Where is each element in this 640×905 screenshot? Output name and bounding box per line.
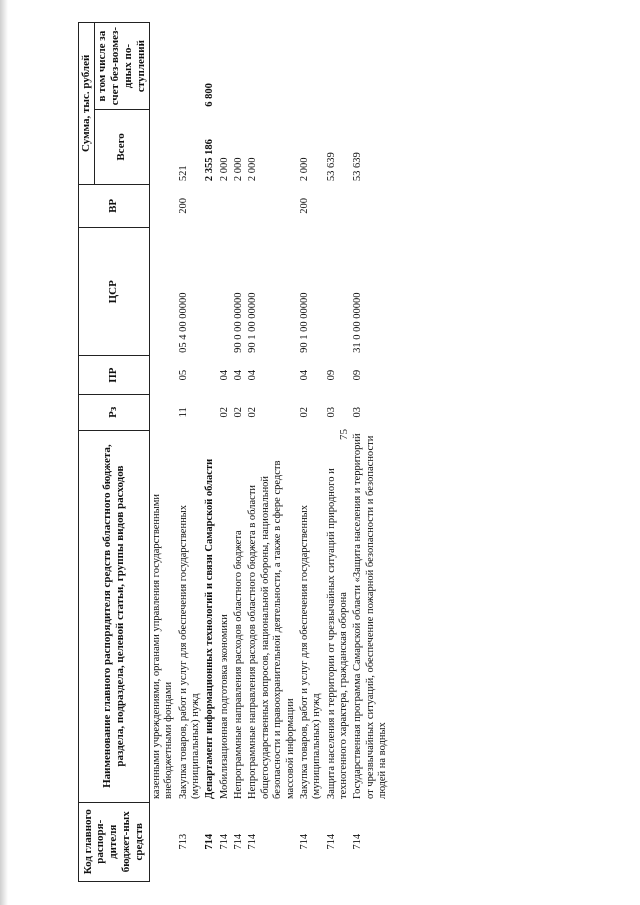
row-total: 53 639: [352, 152, 364, 182]
row-vr: [203, 184, 217, 228]
header-sum: Сумма, тыс. рублей: [79, 23, 95, 185]
row-total: 521: [177, 165, 189, 182]
row-rz: 03: [352, 407, 364, 418]
row-code: 714: [204, 833, 216, 850]
row-incl: [298, 23, 325, 110]
table-row: [246, 23, 298, 882]
row-incl: [232, 23, 246, 110]
row-total: 2 000: [218, 157, 230, 182]
table-row: [351, 23, 390, 882]
table-row: [325, 23, 352, 882]
row-total: 2 355 186: [204, 139, 216, 182]
row-csr: 90 1 00 00000: [247, 292, 259, 353]
scan-edge-shadow: [0, 0, 8, 905]
row-incl: 6 800: [204, 83, 216, 107]
row-vr: [218, 184, 232, 228]
header-incl: в том числе за счет без-возмез-дных по-ступлений: [94, 23, 149, 110]
row-rz: 03: [325, 407, 337, 418]
row-incl: [351, 23, 390, 110]
row-pr: 04: [233, 369, 245, 381]
row-name: Закупка товаров, работ и услуг для обеспечения государственных (муниципальных) нужд: [298, 505, 323, 800]
row-total: 2 000: [298, 157, 310, 182]
row-name: Непрограммные направления расходов областного бюджета: [233, 530, 245, 800]
table-row: [218, 23, 232, 882]
row-name: Закупка товаров, работ и услуг для обеспечения государственных (муниципальных) нужд: [177, 505, 201, 800]
row-rz: 02: [298, 407, 310, 418]
row-csr: 90 0 00 00000: [233, 292, 245, 353]
header-rz: Рз: [79, 394, 150, 430]
header-vr: ВР: [79, 184, 150, 228]
row-pr: 05: [177, 369, 189, 381]
header-csr: ЦСР: [79, 228, 150, 356]
row-name: Защита населения и территории от чрезвычайных ситуаций природного и техногенного характера, гражданская оборона: [325, 468, 350, 800]
row-code: [149, 802, 176, 881]
row-code: 714: [298, 833, 310, 850]
table-row: [177, 23, 204, 882]
row-vr: [246, 184, 298, 228]
row-vr: [325, 184, 352, 228]
header-total: Всего: [94, 110, 149, 184]
page-number: 75: [338, 429, 350, 440]
row-pr: 09: [325, 369, 337, 381]
rotated-page: [78, 22, 618, 882]
row-vr: [149, 184, 176, 228]
row-rz: [149, 394, 176, 430]
row-name: Государственная программа Самарской области «Защита населения и территорий от чрезвычайных ситуаций, обеспечение пожарной безопасности и безопасности людей на водных: [352, 433, 389, 800]
row-name: Мобилизационная подготовка экономики: [218, 614, 230, 800]
row-code: 714: [247, 833, 259, 850]
header-code: Код главного распоря-дителя бюджет-ных средств: [79, 802, 150, 881]
header-pr: ПР: [79, 356, 150, 394]
row-pr: 04: [298, 369, 310, 381]
row-vr: 200: [298, 198, 310, 214]
row-rz: [203, 394, 217, 430]
row-pr: 04: [218, 369, 230, 381]
row-incl: [325, 23, 352, 110]
row-code: 714: [218, 833, 230, 850]
row-pr: [149, 356, 176, 394]
row-incl: [218, 23, 232, 110]
row-pr: 09: [352, 369, 364, 381]
row-name: Департамент информационных технологий и связи Самарской области: [204, 458, 216, 800]
row-code: 714: [352, 833, 364, 850]
row-rz: 11: [177, 407, 189, 418]
row-total: 53 639: [325, 152, 337, 182]
row-code: 714: [233, 833, 245, 850]
table-row: [298, 23, 325, 882]
row-csr: 31 0 00 00000: [352, 292, 364, 353]
row-vr: 200: [177, 198, 189, 214]
row-vr: [232, 184, 246, 228]
row-csr: [218, 228, 232, 356]
row-incl: [177, 23, 204, 110]
row-csr: [149, 228, 176, 356]
budget-table: [78, 22, 391, 882]
row-csr: 05 4 00 00000: [177, 292, 189, 353]
header-name: Наименование главного распорядителя средств областного бюджета, раздела, подраздела, целевой статьи, группы видов расходов: [79, 430, 150, 802]
row-csr: 90 1 00 00000: [298, 292, 310, 353]
row-name: казенными учреждениями, органами управления государственными внебюджетными фондами: [150, 494, 175, 800]
row-csr: [203, 228, 217, 356]
row-total: 2 000: [233, 157, 245, 182]
row-vr: [351, 184, 390, 228]
row-code: 714: [325, 833, 337, 850]
row-incl: [149, 23, 176, 110]
row-code: 713: [177, 833, 189, 850]
row-pr: 04: [247, 369, 259, 381]
row-rz: 02: [233, 407, 245, 418]
table-row: [203, 23, 217, 882]
row-name: Непрограммные направления расходов областного бюджета в области общегосударственных вопросов, национальной обороны, национальной безопасности и правоохранительной деятельности, а также в сфере средств массовой информации: [247, 460, 296, 800]
row-csr: [325, 228, 352, 356]
table-body: [149, 23, 390, 882]
row-total: 2 000: [247, 157, 259, 182]
row-total: [149, 110, 176, 184]
row-rz: 02: [247, 407, 259, 418]
row-rz: 02: [218, 407, 230, 418]
table-row: [149, 23, 176, 882]
row-pr: [203, 356, 217, 394]
row-incl: [246, 23, 298, 110]
table-row: [232, 23, 246, 882]
header-row: [79, 23, 95, 882]
